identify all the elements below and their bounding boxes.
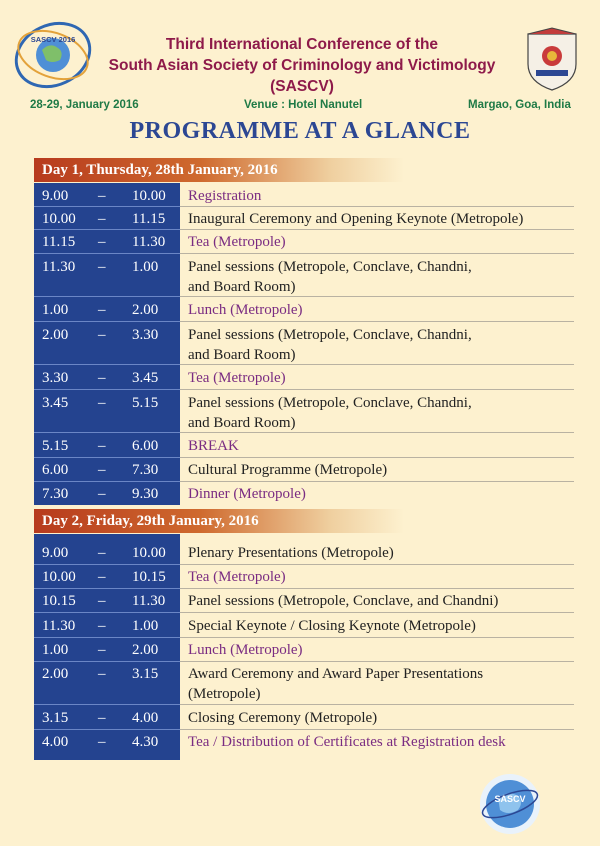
programme-title: PROGRAMME AT A GLANCE [129,118,471,144]
activity: Inaugural Ceremony and Opening Keynote (Metropole) [188,211,524,227]
start-time: 3.15 [42,710,69,726]
activity [188,664,573,704]
activity: Panel sessions (Metropole, Conclave, and Chandni) [188,593,499,609]
end-time: 2.00 [132,642,159,658]
title-line-1: Third International Conference of the [165,36,439,53]
start-time: 7.30 [42,486,69,502]
end-time: 7.30 [132,462,159,478]
end-time: 11.15 [132,211,166,227]
activity-line: Panel sessions (Metropole, Conclave, Chandni, [188,259,472,275]
start-time: 1.00 [42,302,69,318]
start-time: 2.00 [42,327,69,343]
activity: Special Keynote / Closing Keynote (Metropole) [188,618,476,634]
start-time: 9.00 [42,545,69,561]
start-time: 11.30 [42,618,76,634]
activity: Tea (Metropole) [188,569,286,585]
time-dash: – [98,327,106,343]
conference-dates: 28-29, January 2016 [30,99,139,111]
start-time: 10.00 [42,569,76,585]
activity-line: Panel sessions (Metropole, Conclave, Chandni, [188,327,472,343]
conference-title [96,34,508,97]
end-time: 1.00 [132,259,159,275]
end-time: 9.30 [132,486,159,502]
activity: Tea / Distribution of Certificates at Registration desk [188,734,506,750]
end-time: 10.00 [132,545,166,561]
row-divider [34,229,574,230]
activity: Tea (Metropole) [188,370,286,386]
time-dash: – [98,569,106,585]
row-divider [34,457,574,458]
globe-logo-text: SASCV [494,794,526,804]
activity-line: (Metropole) [188,686,261,702]
end-time: 10.00 [132,188,166,204]
end-time: 3.45 [132,370,159,386]
time-dash: – [98,211,106,227]
row-divider [34,637,574,638]
row-divider [34,296,574,297]
row-divider [34,661,574,662]
time-dash: – [98,486,106,502]
row-divider [34,206,574,207]
row-divider [34,729,574,730]
start-time: 11.30 [42,259,76,275]
activity: Closing Ceremony (Metropole) [188,710,378,726]
conference-location: Margao, Goa, India [468,99,571,111]
end-time: 2.00 [132,302,159,318]
end-time: 11.30 [132,234,166,250]
activity: Registration [188,188,262,204]
start-time: 10.15 [42,593,76,609]
activity-line: Panel sessions (Metropole, Conclave, Chandni, [188,395,472,411]
activity: BREAK [188,438,239,454]
time-dash: – [98,395,106,411]
start-time: 6.00 [42,462,69,478]
time-dash: – [98,593,106,609]
conference-logo [12,14,94,96]
end-time: 1.00 [132,618,159,634]
time-dash: – [98,545,106,561]
end-time: 5.15 [132,395,159,411]
activity [188,325,573,365]
start-time: 1.00 [42,642,69,658]
activity: Plenary Presentations (Metropole) [188,545,394,561]
row-divider [34,704,574,705]
time-dash: – [98,710,106,726]
row-divider [34,432,574,433]
activity-line: and Board Room) [188,415,296,431]
day-2-header: Day 2, Friday, 29th January, 2016 [34,509,404,533]
row-divider [34,481,574,482]
end-time: 3.30 [132,327,159,343]
row-divider [34,564,574,565]
activity: Lunch (Metropole) [188,302,303,318]
start-time: 5.15 [42,438,69,454]
time-dash: – [98,188,106,204]
end-time: 4.30 [132,734,159,750]
start-time: 4.00 [42,734,69,750]
conference-venue: Venue : Hotel Nanutel [244,99,363,111]
activity: Lunch (Metropole) [188,642,303,658]
sascv-globe-logo [478,772,542,836]
activity: Cultural Programme (Metropole) [188,462,388,478]
time-dash: – [98,618,106,634]
day-1-header: Day 1, Thursday, 28th January, 2016 [34,158,404,182]
end-time: 3.15 [132,666,159,682]
row-divider [34,389,574,390]
activity [188,257,573,297]
activity-line: and Board Room) [188,279,296,295]
row-divider [34,253,574,254]
activity-line: and Board Room) [188,347,296,363]
time-dash: – [98,259,106,275]
time-dash: – [98,734,106,750]
title-line-2: South Asian Society of Criminology and Victimology [108,57,496,74]
row-divider [34,588,574,589]
university-crest-logo [522,26,582,92]
start-time: 11.15 [42,234,76,250]
activity-line: Award Ceremony and Award Paper Presentations [188,666,484,682]
start-time: 3.45 [42,395,69,411]
row-divider [34,612,574,613]
row-divider [34,364,574,365]
start-time: 9.00 [42,188,69,204]
time-dash: – [98,234,106,250]
end-time: 10.15 [132,569,166,585]
end-time: 11.30 [132,593,166,609]
activity [188,393,573,433]
end-time: 6.00 [132,438,159,454]
time-dash: – [98,438,106,454]
activity: Dinner (Metropole) [188,486,306,502]
row-divider [34,321,574,322]
end-time: 4.00 [132,710,159,726]
time-dash: – [98,370,106,386]
start-time: 3.30 [42,370,69,386]
title-line-3: (SASCV) [270,78,334,95]
time-dash: – [98,666,106,682]
time-dash: – [98,462,106,478]
time-dash: – [98,642,106,658]
start-time: 2.00 [42,666,69,682]
svg-text:SASCV 2016: SASCV 2016 [30,35,76,44]
activity: Tea (Metropole) [188,234,286,250]
start-time: 10.00 [42,211,76,227]
time-dash: – [98,302,106,318]
